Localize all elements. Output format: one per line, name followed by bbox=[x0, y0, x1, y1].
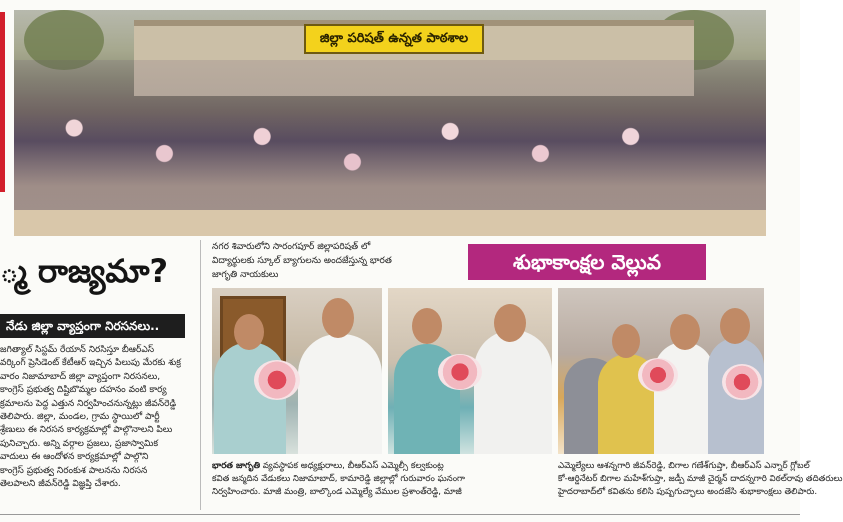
photo-caption-top bbox=[212, 240, 418, 282]
body-line: క్రమాలను పెద్ద ఎత్తున నిర్వహించనున్నట్లు జీవన్‌రెడ్డి bbox=[0, 398, 177, 409]
body-line: తెలపాలని జీవన్‌రెడ్డి విజ్ఞప్తి చేశారు. bbox=[0, 479, 121, 490]
bouquet bbox=[254, 360, 300, 400]
caption-line: కో-ఆర్డినేటర్ బిగాల మహేశ్‌గుప్తా, జడ్పీ మాజీ చైర్మన్ దాదన్నగారి విఠల్‌రావు తదితరులు bbox=[558, 474, 843, 484]
person-face bbox=[322, 298, 354, 338]
photo-caption-bottom-left bbox=[212, 460, 552, 499]
birthday-photo-3 bbox=[558, 288, 764, 454]
body-line: తెలిపారు. జిల్లా, మండల, గ్రామ స్థాయిలో పార్టీ bbox=[0, 412, 160, 423]
body-line: పునిచ్చారు. అన్ని వర్గాల ప్రజలు, ప్రజాస్వామిక bbox=[0, 438, 159, 449]
caption-line: కవిత జన్మదిన వేడుకలు నిజామాబాద్, కామారెడ్డి జిల్లాల్లో గురువారం ఘనంగా bbox=[212, 474, 465, 484]
person-face bbox=[612, 324, 640, 358]
column-divider bbox=[200, 240, 201, 510]
body-line: శ్రేణులు ఈ నిరసన కార్యక్రమాల్లో పాల్గొనాలని పిలు bbox=[0, 425, 173, 436]
ground bbox=[14, 210, 766, 236]
person-face bbox=[720, 308, 750, 344]
caption-line: నిర్వహించారు. మాజీ మంత్రి, బాల్కొండ ఎమ్మెల్యే వేముల ప్రశాంత్‌రెడ్డి, మాజీ bbox=[212, 487, 462, 497]
caption-line: విద్యార్థులకు స్కూల్ బ్యాగులను అందజేస్తున్న భారత bbox=[212, 256, 392, 266]
caption-line: ఎమ్మెల్యేలు ఆశన్నగారి జీవన్‌రెడ్డి, బిగాల గణేశ్‌గుప్తా, బీఆర్‌ఎస్ ఎన్నార్ గ్లోబల్ bbox=[558, 461, 810, 471]
school-sign: జిల్లా పరిషత్ ఉన్నత పాఠశాల bbox=[304, 24, 484, 54]
caption-line: నగర శివారులోని సారంగపూర్ జిల్లాపరిషత్ లో bbox=[212, 242, 371, 252]
body-line: జగిత్యాల్ సిస్టమ్ రేయాన్ నిరసిస్తూ బీఆర్‌ఎస్ bbox=[0, 345, 155, 355]
page-bottom-rule bbox=[0, 514, 800, 515]
photo-caption-bottom-right bbox=[558, 460, 843, 499]
article-body bbox=[0, 344, 186, 512]
body-line: కాంగ్రెస్ ప్రభుత్వ నిరంకుశ పాలనను నిరసన bbox=[0, 465, 148, 476]
body-line: వాదులు ఈ ఆందోళన కార్యక్రమాల్లో పాల్గొని bbox=[0, 452, 149, 463]
person-face bbox=[412, 308, 442, 344]
birthday-photo-1 bbox=[212, 288, 382, 454]
caption-line: హైదరాబాద్‌లో కవితను కలిసి పుష్పగుచ్ఛాలు అందజేసి శుభాకాంక్షలు తెలిపారు. bbox=[558, 487, 818, 497]
person-figure bbox=[474, 330, 552, 454]
caption-text: వ్యవస్థాపక అధ్యక్షురాలు, బీఆర్‌ఎస్ ఎమ్మెల్సీ కల్వకుంట్ల bbox=[262, 461, 444, 471]
person-face bbox=[670, 314, 700, 350]
school-bags-distribution-photo bbox=[14, 10, 766, 236]
person-face bbox=[234, 314, 264, 350]
caption-line: జాగృతి నాయకులు bbox=[212, 270, 279, 280]
caption-line bbox=[212, 460, 552, 473]
person-figure bbox=[298, 334, 382, 454]
body-line: వర్కింగ్ ప్రెసిడెంట్ కేటీఆర్ ఇచ్చిన పిలుపు మేరకు శుక్ర bbox=[0, 358, 181, 369]
bouquet bbox=[722, 364, 762, 400]
body-line: కాంగ్రెస్ ప్రభుత్వ దిష్టిబొమ్మల దహనం వంటి కార్య bbox=[0, 385, 167, 396]
caption-lead: భారత జాగృతి bbox=[212, 461, 261, 471]
body-line: వారం నిజామాబాద్ జిల్లా వ్యాప్తంగా నిరసనలు, bbox=[0, 371, 161, 382]
greetings-banner: శుభాకాంక్షల వెల్లువ bbox=[468, 244, 706, 280]
birthday-photo-2 bbox=[388, 288, 552, 454]
students-crowd bbox=[14, 60, 766, 230]
bouquet bbox=[438, 354, 482, 390]
red-accent-bar bbox=[0, 12, 5, 192]
person-face bbox=[494, 304, 526, 342]
article-subhead: నేడు జిల్లా వ్యాప్తంగా నిరసనలు.. bbox=[0, 314, 185, 338]
article-headline: ్మ రాజ్యమా? bbox=[0, 252, 169, 290]
bouquet bbox=[638, 358, 678, 392]
